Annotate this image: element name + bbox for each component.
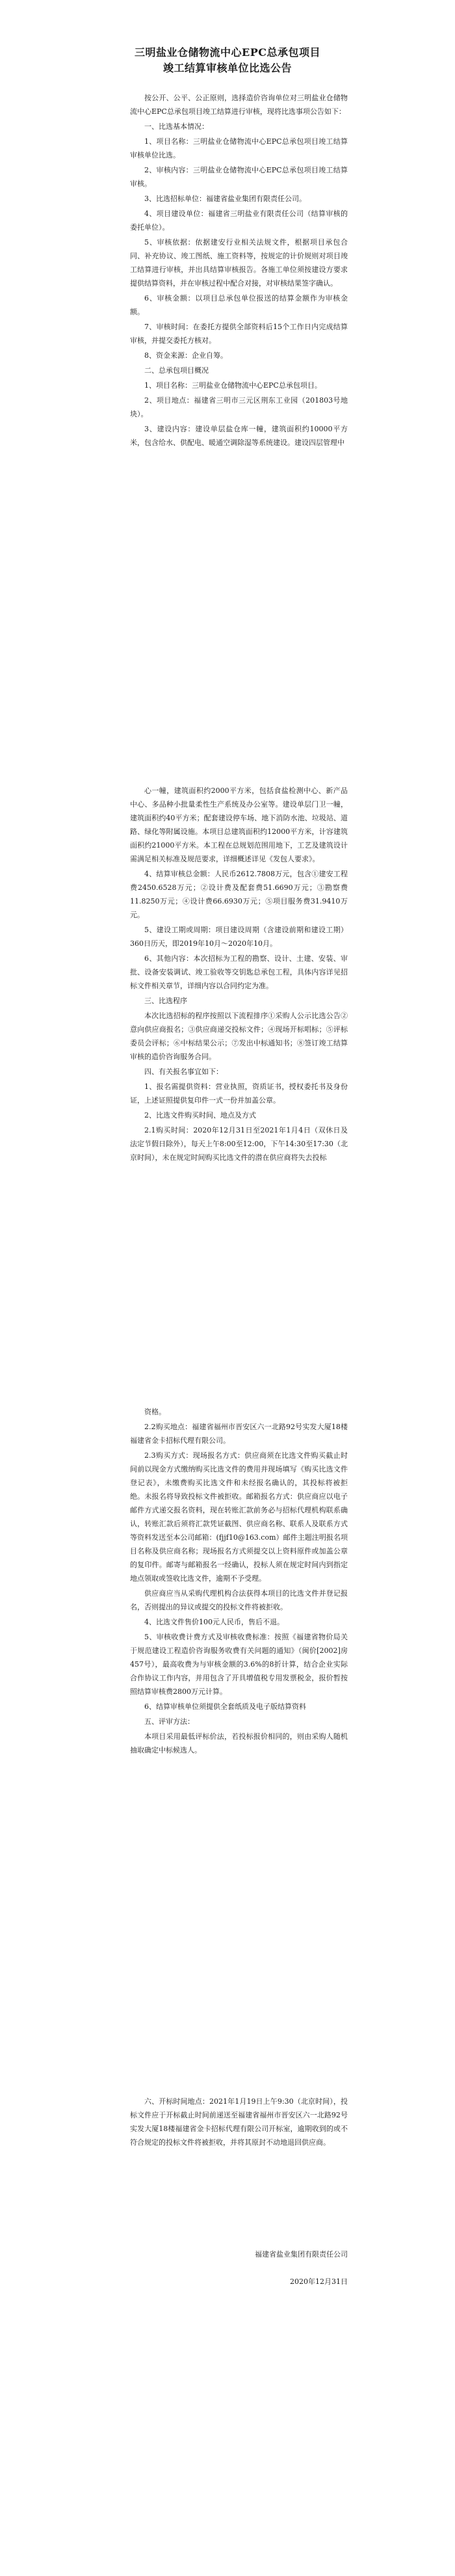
paragraph: 2、比选文件购买时间、地点及方式 <box>144 1111 256 1120</box>
paragraph: 5、审核依据：依据建安行业相关法规文件，根据项目承包合同、补充协议、竣工图纸、施工资料等，按规定的计价规则对项目竣工结算进行审核，并出具结算审核报告。各施工单位须按建设方要求提供结算资料，并在审核过程中配合对接，对审核结果签字确认。 <box>130 238 348 288</box>
paragraph: 三、比选程序 <box>144 997 187 1005</box>
paragraph: 2.3购买方式：现场报名方式：供应商须在比选文件购买截止时间前以现金方式缴纳购买比选文件的费用并现场填写《购买比选文件登记表》，未缴费购买比选文件和未经报名确认的，其投标将被拒绝。未报名将导致投标文件被拒收。邮箱报名方式：供应商应以电子邮件方式递交报名资料，现在转账汇款前务必与招标代理机构联系确认，转账汇款后须将汇款凭证截图、供应商名称、联系人及联系方式等资料发送至本公司邮箱：(fjjf10@163.com）邮件主题注明报名项目名称及供应商名称；现场报名方式须提交以上资料原件或加盖公章的复印件。邮寄与邮箱报名一经确认，投标人须在规定时间内到指定地点领取或签收比选文件，逾期不予受理。 <box>130 1451 348 1583</box>
paragraph: 3、建设内容：建设单层盐仓库一幢，建筑面积约10000平方米，包含给水、供配电、暖通空调除湿等系统建设。建设四层管理中 <box>130 425 348 447</box>
paragraph: 本次比选招标的程序按照以下流程排序①采购人公示比选公告②意向供应商报名；③供应商递交投标文件；④现场开标唱标；⑤评标委员会评标；⑥中标结果公示；⑦发出中标通知书；⑧签订竣工结算审核的造价咨询服务合同。 <box>130 1012 348 1061</box>
paragraph: 心一幢，建筑面积约2000平方米，包括食盐检测中心、新产品中心、多品种小批量柔性生产系统及办公室等。建设单层门卫一幢，建筑面积约40平方米；配套建设停车场、地下消防水池、垃圾站、道路、绿化等附属设施。本项目总建筑面积约12000平方米，计容建筑面积约21000平方米。本工程在总规划范围用地下，工艺及建筑设计需满足相关标准及规范要求，详细概述详见《发包人要求》。 <box>130 786 348 863</box>
paragraph: 6、其他内容：本次招标为工程的勘察、设计、土建、安装、审批、设备安装调试、竣工验收等交钥匙总承包工程，具体内容详见招标文件相关章节，详细内容以合同约定为准。 <box>130 954 348 990</box>
title-line-1: 三明盐业仓储物流中心EPC总承包项目 <box>135 46 320 59</box>
paragraph: 2、项目地点：福建省三明市三元区荆东工业园（201803号地块）。 <box>130 396 348 418</box>
paragraph: 1、项目名称：三明盐业仓储物流中心EPC总承包项目竣工结算审核单位比选。 <box>130 137 348 159</box>
paragraph: 5、审核收费计费方式及审核收费标准：按照《福建省物价局关于规范建设工程造价咨询服务收费有关问题的通知》（闽价[2002]房457号），最高收费为与审核金额的3.6%的8折计算，结合企业实际合作协议工作内容，并用包含了开具增值税专用发票税金，报价暂按照结算审核费2800万元计算。 <box>130 1633 348 1696</box>
paragraph: 6、结算审核单位须提供全套纸质及电子版结算资料 <box>144 1702 306 1711</box>
paragraph: 1、报名需提供资料：营业执照，资质证书，授权委托书及身份证，上述证照提供复印件一式一份并加盖公章。 <box>130 1082 348 1105</box>
title-line-2: 竣工结算审核单位比选公告 <box>162 62 292 74</box>
paragraph: 资格。 <box>144 1408 166 1416</box>
signature-company: 福建省盐业集团有限责任公司 <box>255 2250 348 2259</box>
paragraph: 按公开、公平、公正原则，选择造价咨询单位对三明盐业仓储物流中心EPC总承包项目竣工结算进行审核，现将比选事项公告如下： <box>130 94 348 116</box>
signature-date: 2020年12月31日 <box>290 2277 348 2286</box>
paragraph: 7、审核时间：在委托方提供全部资料后15个工作日内完成结算审核，并提交委托方核对。 <box>130 323 348 345</box>
paragraph: 六、开标时间地点：2021年1月19日上午9:30（北京时间），投标文件应于开标截止时间前递送至福建省福州市晋安区六一北路92号实发大厦18楼福建省金卡招标代理有限公司开标室，逾期收到的或不符合规定的投标文件将被拒收，并将其原封不动地退回供应商。 <box>130 2097 348 2147</box>
paragraph: 一、比选基本情况： <box>144 122 209 131</box>
paragraph: 本项目采用最低评标价法，若投标报价相同的，则由采购人随机抽取确定中标候选人。 <box>130 1732 348 1754</box>
paragraph: 2.2购买地点：福建省福州市晋安区六一北路92号实发大厦18楼福建省金卡招标代理有限公司。 <box>130 1423 348 1445</box>
paragraph: 4、比选文件售价100元人民币，售后不退。 <box>144 1618 284 1626</box>
paragraph: 5、建设工期或周期：项目建设周期（含建设前期和建设工期）360日历天，即2019年10月～2020年10月。 <box>130 926 348 948</box>
paragraph: 4、项目建设单位：福建省三明盐业有限责任公司（结算审核的委托单位）。 <box>130 209 348 232</box>
paragraph: 8、资金来源：企业自筹。 <box>144 351 228 360</box>
paragraph: 供应商应当从采购代理机构合法获得本项目的比选文件并登记报名，否则提出的异议或提交的投标文件将被拒收。 <box>130 1589 348 1611</box>
paragraph: 四、有关报名事宜如下： <box>144 1067 223 1076</box>
paragraph: 3、比选招标单位：福建省盐业集团有限责任公司。 <box>144 195 306 203</box>
paragraph: 4、结算审核总金额：人民币2612.7808万元，包含①建安工程费2450.6528万元；②设计费及配套费51.6690万元；③勘察费11.8250万元；④设计费66.6930万元；⑤项目服务费31.9410万元。 <box>130 870 348 919</box>
paragraph: 2、审核内容：三明盐业仓储物流中心EPC总承包项目竣工结算审核。 <box>130 166 348 188</box>
paragraph: 2.1购买时间：2020年12月31日至2021年1月4日（双休日及法定节假日除外），每天上午8:00至12:00，下午14:30至17:30（北京时间），未在规定时间购买比选文件的潜在供应商将失去投标 <box>130 1126 348 1162</box>
paragraph: 二、总承包项目概况 <box>144 366 209 375</box>
paragraph: 五、评审方法： <box>144 1717 194 1726</box>
paragraph: 1、项目名称：三明盐业仓储物流中心EPC总承包项目。 <box>144 381 322 390</box>
paragraph: 6、审核金额：以项目总承包单位报送的结算金额作为审核金额。 <box>130 294 348 316</box>
